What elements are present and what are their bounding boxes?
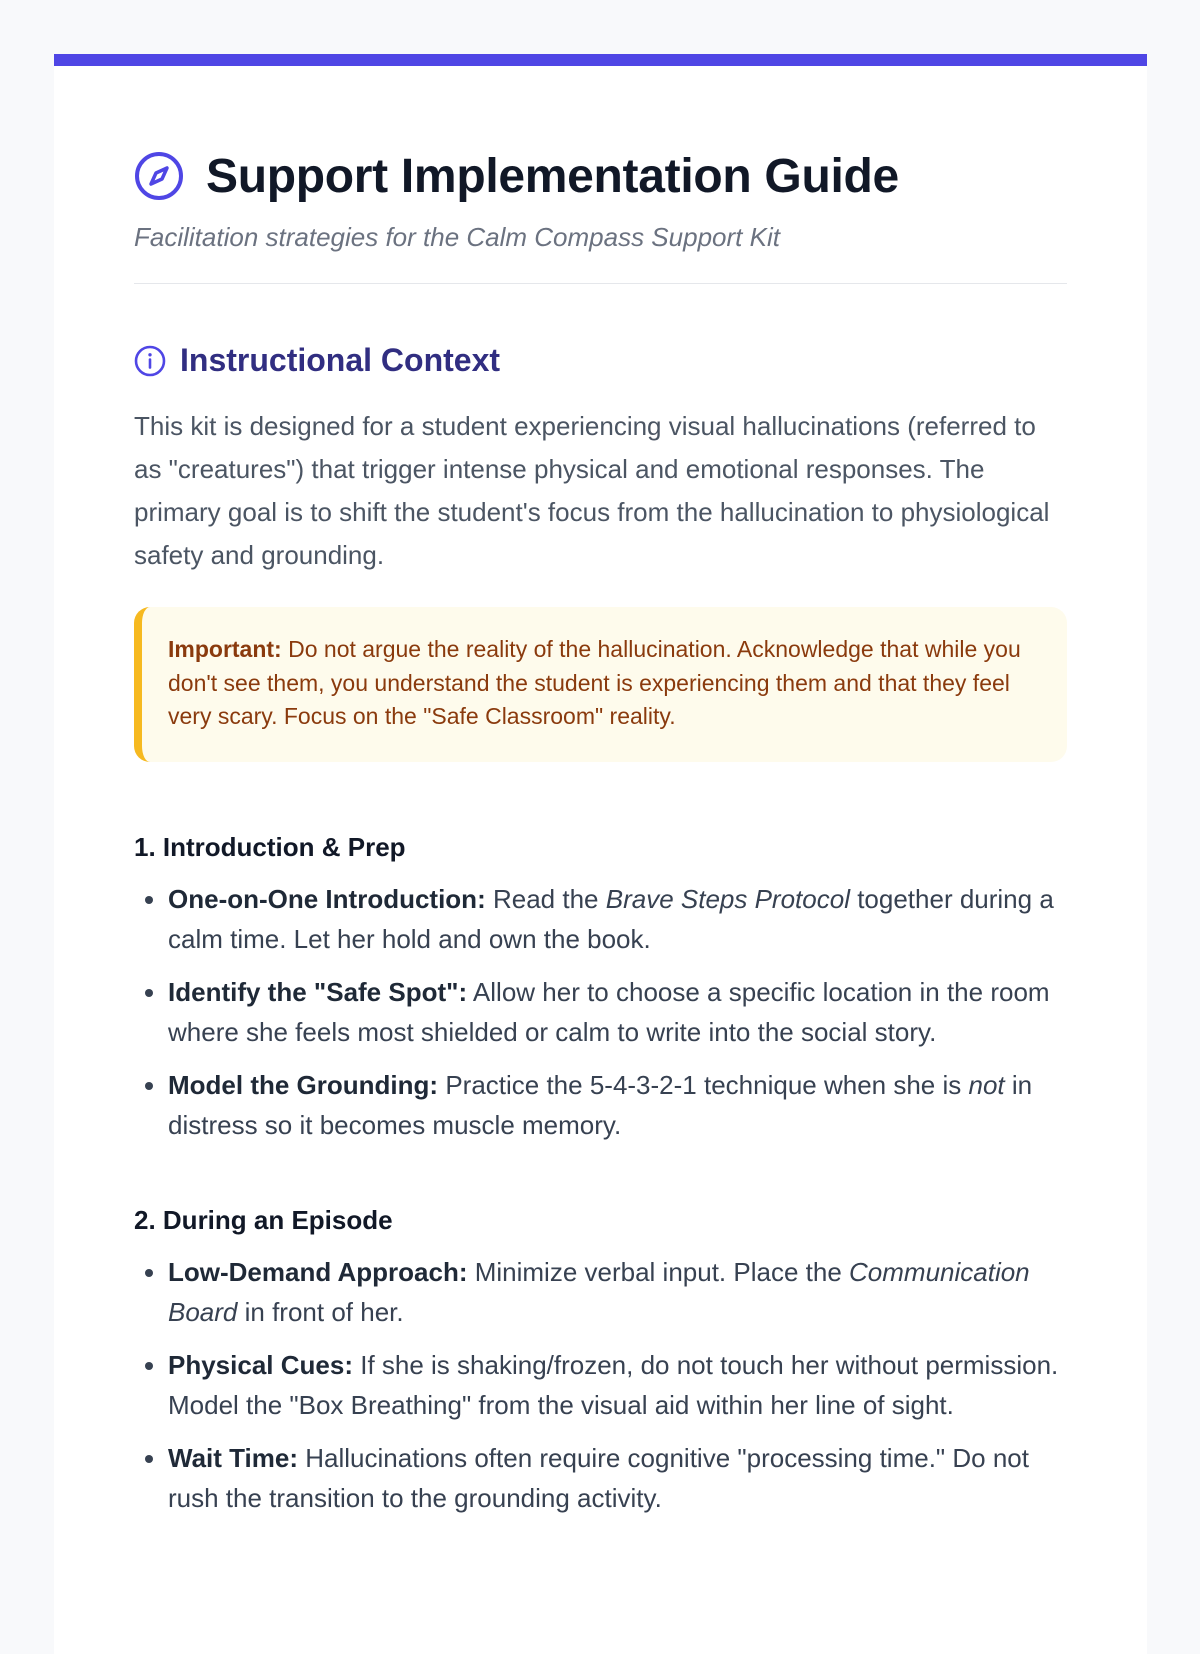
- context-paragraph: This kit is designed for a student experiencing visual hallucinations (referred to as "creatures") that trigger intense physical and emotional responses. The primary goal is to shift the student's focus from the hallucination to physiological safety and grounding.: [134, 411, 1050, 570]
- context-heading: [134, 342, 1067, 379]
- item-label: One-on-One Introduction:: [168, 883, 486, 914]
- list-item: • Physical Cues: If she is shaking/frozen, do not touch her without permission. Model the "Box Breathing" from the visual aid within her line of sight.: [168, 1345, 1067, 1425]
- list-item: • Identify the "Safe Spot": Allow her to choose a specific location in the room where she feels most shielded or calm to write into the social story.: [168, 972, 1067, 1052]
- callout-label: Important:: [168, 636, 282, 662]
- compass-icon: [134, 151, 184, 201]
- section-heading-prep: 1. Introduction & Prep: [134, 831, 406, 862]
- page-header: [134, 148, 1067, 204]
- item-label: Identify the "Safe Spot":: [168, 976, 468, 1007]
- important-callout: [134, 607, 1067, 762]
- prep-list: [134, 879, 1067, 1145]
- item-label: Wait Time:: [168, 1442, 299, 1473]
- page-title: Support Implementation Guide: [206, 149, 899, 203]
- section-heading-episode: 2. During an Episode: [134, 1204, 393, 1235]
- item-label: Low-Demand Approach:: [168, 1256, 468, 1287]
- header-divider: [134, 283, 1067, 284]
- list-item: • Model the Grounding: Practice the 5-4-3-2-1 technique when she is not in distress so it becomes muscle memory.: [168, 1065, 1067, 1145]
- item-label: Model the Grounding:: [168, 1069, 439, 1100]
- document-content: [134, 66, 1067, 1531]
- info-icon: [134, 345, 166, 377]
- list-item: • One-on-One Introduction: Read the Brave Steps Protocol together during a calm time. Let her hold and own the book.: [168, 879, 1067, 959]
- item-emphasis: Brave Steps Protocol: [605, 883, 850, 914]
- callout-text: Do not argue the reality of the hallucination. Acknowledge that while you don't see them, you understand the student is experiencing them and that they feel very scary. Focus on the "Safe Classroom" reality.: [168, 636, 1021, 729]
- page-subtitle: Facilitation strategies for the Calm Compass Support Kit: [134, 222, 780, 252]
- episode-list: [134, 1252, 1067, 1518]
- list-item: • Low-Demand Approach: Minimize verbal input. Place the Communication Board in front of her.: [168, 1252, 1067, 1332]
- item-emphasis: Communication Board: [168, 1256, 1030, 1327]
- item-emphasis: not: [968, 1069, 1005, 1100]
- list-item: • Wait Time: Hallucinations often require cognitive "processing time." Do not rush the transition to the grounding activity.: [168, 1438, 1067, 1518]
- document-page: [54, 54, 1147, 1654]
- item-label: Physical Cues:: [168, 1349, 353, 1380]
- context-heading-text: Instructional Context: [180, 342, 501, 378]
